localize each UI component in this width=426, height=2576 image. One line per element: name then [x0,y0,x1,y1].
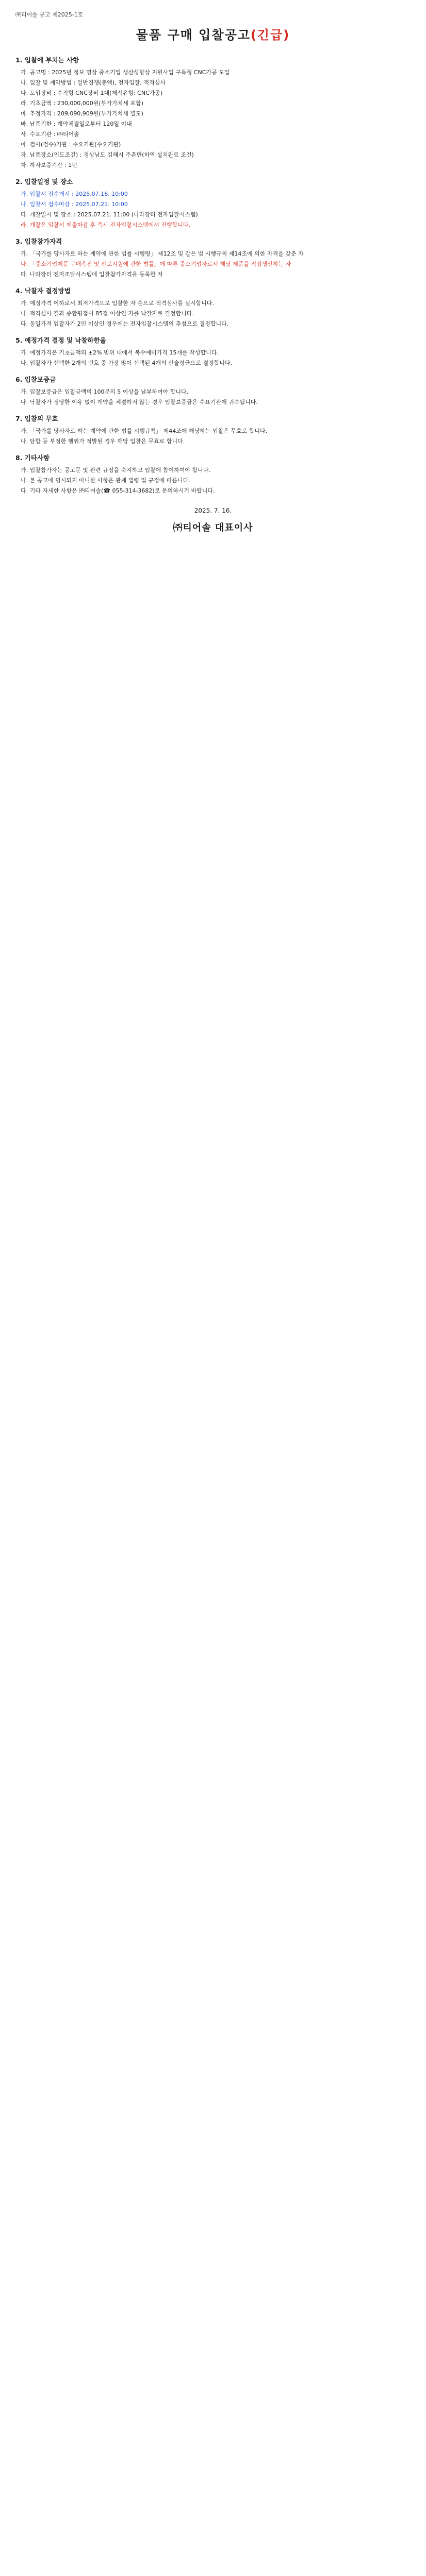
section-line: 마. 추정가격 : 209,090,909원(부가가치세 별도) [21,110,143,117]
section-line: 나. 입찰자가 선택한 2개의 번호 중 가장 많이 선택된 4개의 산술평균으로 결정합니다. [21,360,233,366]
section-line: 가. 공고명 : 2025년 정보 영상 중소기업 생산성향상 지원사업 구독형 CNC가공 도입 [21,69,230,76]
title-urgent: (긴급) [250,28,290,42]
section-line: 가. 예정가격은 기초금액의 ±2% 범위 내에서 복수예비가격 15개를 작성합니다. [21,349,219,356]
section-line: 차. 하자보증기간 : 1년 [21,162,77,168]
section-line: 자. 납품장소(인도조건) : 경상남도 김해시 주촌면(하역 설치완료 조건) [21,151,194,158]
section [15,237,411,279]
section-line: 아. 검사(검수)기관 : 수요기관(수요기관) [21,141,121,148]
notice-number: ㈜티어솔 공고 제2025-1호 [15,11,84,18]
section-heading: 5. 예정가격 결정 및 낙찰하한율 [15,336,106,344]
section-line: 나. 담합 등 부정한 행위가 적발된 경우 해당 입찰은 무효로 합니다. [21,438,185,445]
section-line: 나. 입찰서 접수마감 : 2025.07.21. 10:00 [21,201,128,208]
section [15,336,411,368]
section [15,177,411,230]
section-line: 가. 입찰서 접수개시 : 2025.07.16. 10:00 [21,191,128,197]
section [15,375,411,407]
section-heading: 6. 입찰보증금 [15,376,56,383]
representative: ㈜티어솔 대표이사 [173,522,253,533]
section-line: 사. 수요기관 : ㈜티어솔 [21,131,79,138]
section-line: 가. 「국가를 당사자로 하는 계약에 관한 법률 시행령」 제12조 및 같은 법 시행규칙 제14조에 의한 자격을 갖춘 자 [21,250,304,257]
section-line: 가. 입찰참가자는 공고문 및 관련 규정을 숙지하고 입찰에 참여하여야 합니다. [21,467,210,473]
section-heading: 3. 입찰참가자격 [15,238,62,245]
section-line: 나. 적격심사 결과 종합평점이 85점 이상인 자를 낙찰자로 결정합니다. [21,310,194,317]
section-line: 바. 납품기한 : 계약체결일로부터 120일 이내 [21,121,132,127]
notice-date: 2025. 7. 16. [194,507,232,514]
section [15,414,411,446]
section-line: 나. 본 공고에 명시되지 아니한 사항은 관계 법령 및 규정에 따릅니다. [21,477,190,484]
section-line: 다. 개찰일시 및 장소 : 2025.07.21. 11:00 (나라장터 전자입찰시스템) [21,211,198,218]
notice-body [15,52,411,533]
section-line: 가. 「국가를 당사자로 하는 계약에 관한 법률 시행규칙」 제44조에 해당하는 입찰은 무효로 합니다. [21,428,268,434]
section [15,453,411,496]
section-line: 가. 입찰보증금은 입찰금액의 100분의 5 이상을 납부하여야 합니다. [21,388,189,395]
section-line: 다. 동일가격 입찰자가 2인 이상인 경우에는 전자입찰시스템의 추첨으로 결정합니다. [21,320,229,327]
section-line: 나. 낙찰자가 정당한 이유 없이 계약을 체결하지 않는 경우 입찰보증금은 수요기관에 귀속됩니다. [21,399,258,405]
section-line: 나. 「중소기업제품 구매촉진 및 판로지원에 관한 법률」에 따른 중소기업자로서 해당 제품을 직접생산하는 자 [21,261,291,267]
section-line: 다. 기타 자세한 사항은 ㈜티어솔(☎ 055-314-3682)로 문의하시기 바랍니다. [21,487,215,494]
section-heading: 8. 기타사항 [15,454,50,462]
section-line: 다. 나라장터 전자조달시스템에 입찰참가자격을 등록한 자 [21,271,163,278]
section [15,286,411,329]
section-heading: 2. 입찰일정 및 장소 [15,178,73,185]
section-heading: 4. 낙찰자 결정방법 [15,287,71,295]
section [15,56,411,170]
section-line: 라. 기초금액 : 230,000,000원(부가가치세 포함) [21,100,143,107]
section-line: 가. 예정가격 이하로서 최저가격으로 입찰한 자 순으로 적격심사를 실시합니다. [21,300,214,307]
section-line: 다. 도입장비 : 수직형 CNC장비 1대(제작유형: CNC가공) [21,90,163,96]
section-heading: 7. 입찰의 무효 [15,415,58,422]
section-line: 라. 개찰은 입찰서 제출마감 후 즉시 전자입찰시스템에서 진행합니다. [21,222,190,228]
page-title [0,25,426,43]
title-main: 물품 구매 입찰공고 [136,28,251,42]
section-heading: 1. 입찰에 부치는 사항 [15,56,79,64]
section-line: 나. 입찰 및 계약방법 : 일반경쟁(총액), 전자입찰, 적격심사 [21,79,166,86]
